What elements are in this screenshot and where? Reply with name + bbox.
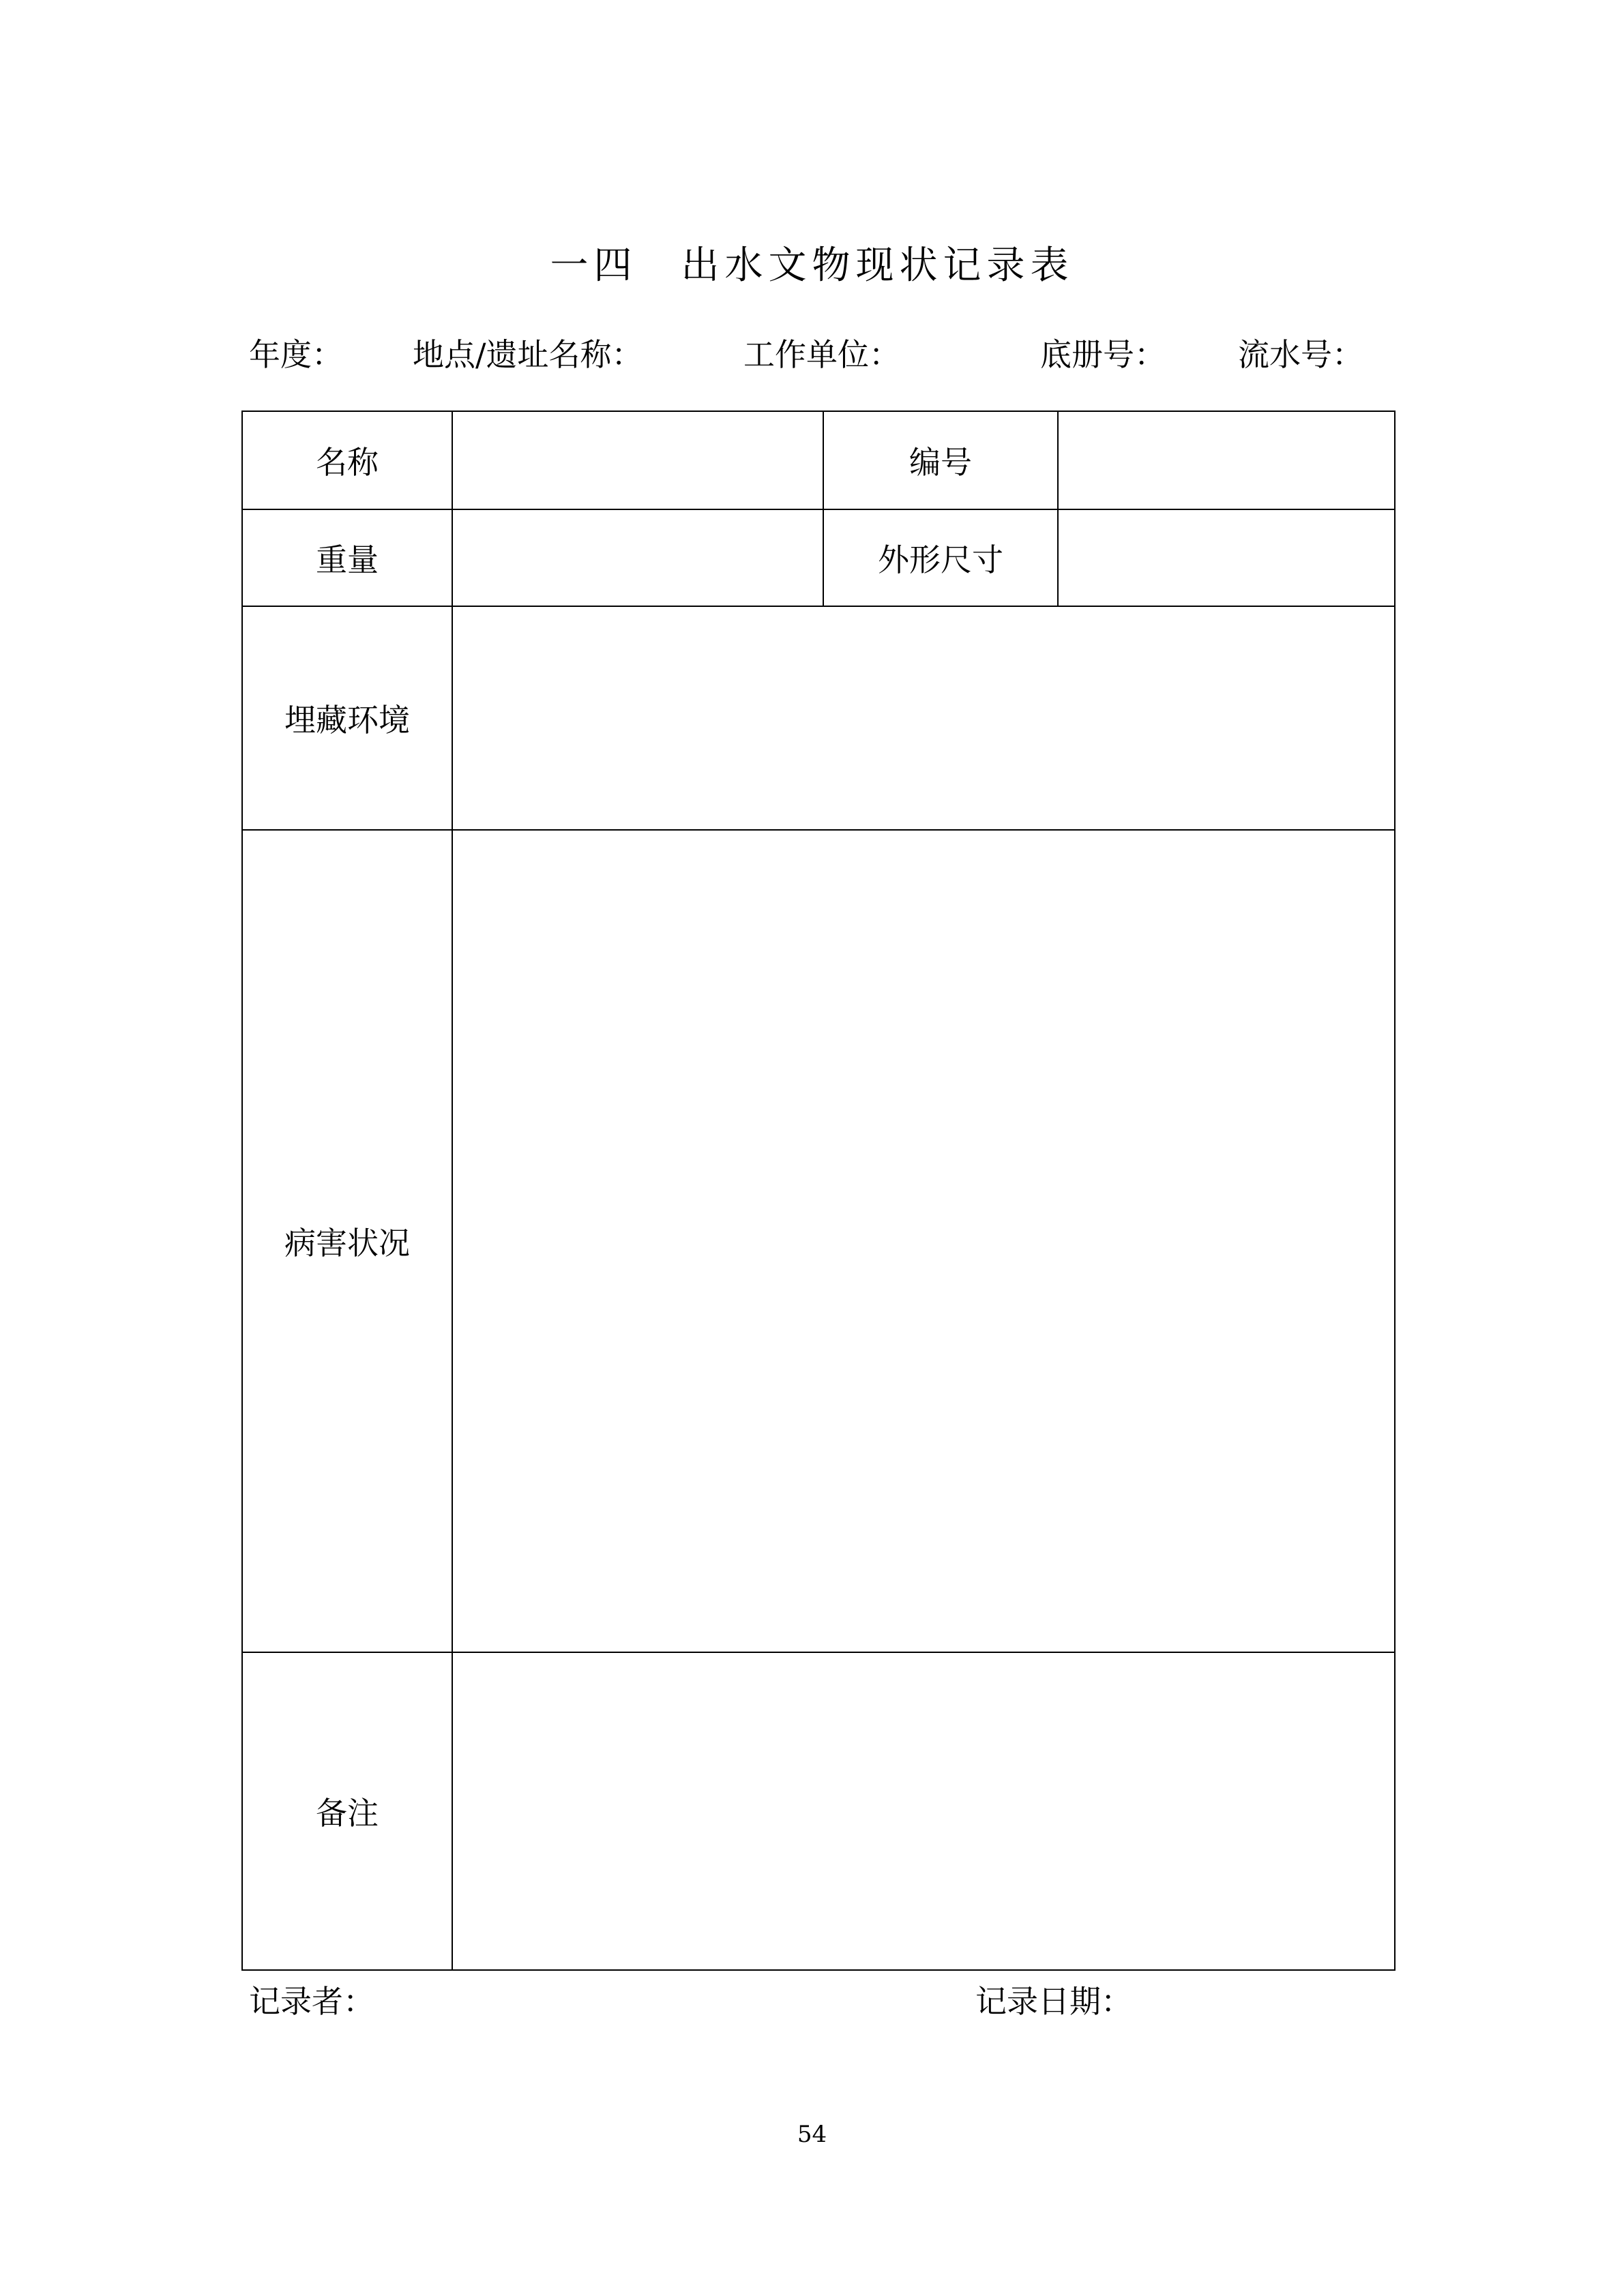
remarks-value-cell[interactable] [452,1652,1395,1970]
weight-label-cell: 重量 [242,509,452,606]
table-row [242,411,1395,509]
page-title: 一四 出水文物现状记录表 [550,243,1074,288]
record-date-label: 记录日期： [975,1983,1132,2020]
remarks-label-cell: 备注 [242,1652,452,1970]
page-number: 54 [797,2121,827,2148]
disease-value-cell[interactable] [452,830,1395,1652]
table-row [242,606,1395,830]
number-value-cell[interactable] [1058,411,1395,509]
dimensions-label-cell: 外形尺寸 [823,509,1058,606]
disease-label-cell: 病害状况 [242,830,452,1652]
name-label-cell: 名称 [242,411,452,509]
number-label-cell: 编号 [823,411,1058,509]
table-row [242,509,1395,606]
site-label: 地点/遗址名称： [413,336,643,373]
recorder-label: 记录者： [249,1983,374,2020]
weight-value-cell[interactable] [452,509,823,606]
work-unit-label: 工作单位： [743,336,900,373]
table-row [242,1652,1395,1970]
dimensions-value-cell[interactable] [1058,509,1395,606]
environment-value-cell[interactable] [452,606,1395,830]
serial-number-label: 流水号： [1238,336,1363,373]
record-table [241,411,1396,1971]
register-number-label: 底册号： [1040,336,1166,373]
table-row [242,830,1395,1652]
name-value-cell[interactable] [452,411,823,509]
year-label: 年度： [249,336,343,373]
environment-label-cell: 埋藏环境 [242,606,452,830]
